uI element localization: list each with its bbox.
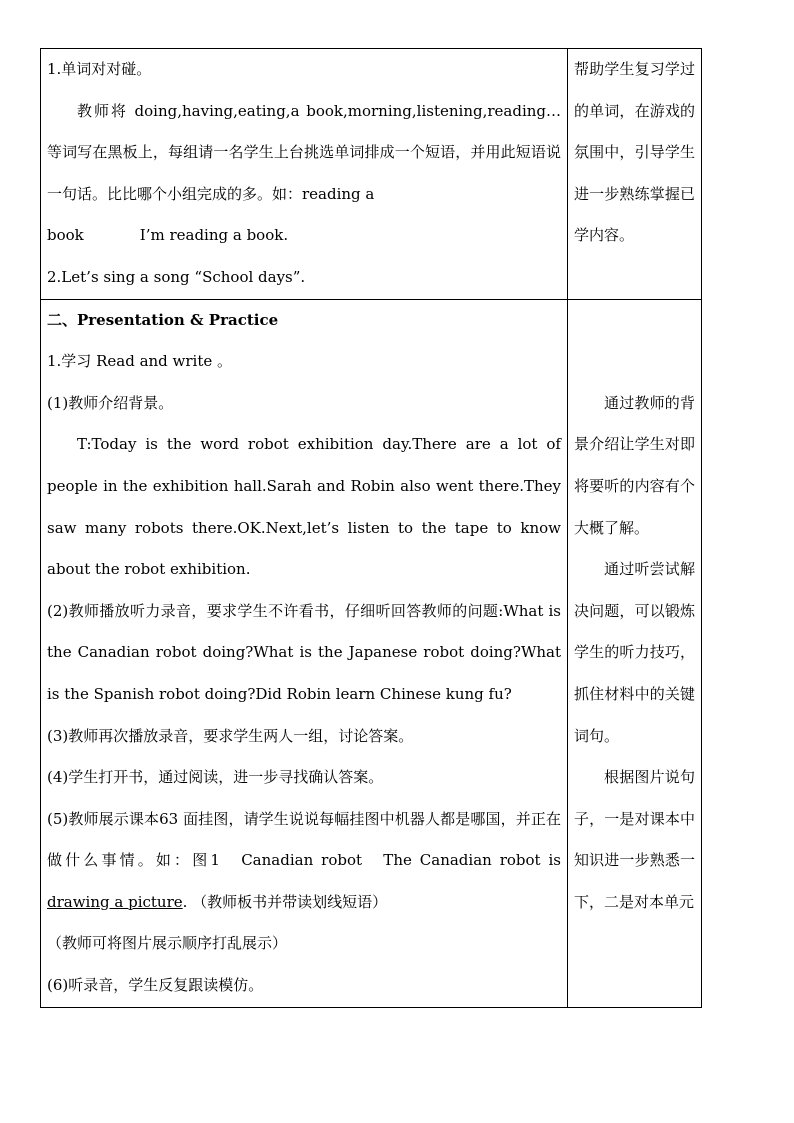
note-listening: 通过听尝试解决问题，可以锻炼学生的听力技巧，抓住材料中的关键词句。 — [574, 560, 695, 745]
step-1: (1)教师介绍背景。 — [47, 393, 174, 412]
section-2-note-cell — [568, 299, 702, 1007]
underlined-phrase: drawing a picture — [47, 892, 183, 911]
step-4: (4)学生打开书，通过阅读，进一步寻找确认答案。 — [47, 768, 384, 787]
shuffle-note: （教师可将图片展示顺序打乱展示） — [47, 934, 288, 953]
example-line — [47, 215, 561, 257]
section-2-row — [41, 299, 702, 1007]
step-5-tail: . （教师板书并带读划线短语） — [182, 892, 388, 911]
item-read-write: 1.学习 Read and write 。 — [47, 352, 233, 371]
step-3: (3)教师再次播放录音，要求学生两人一组，讨论答案。 — [47, 726, 414, 745]
section-1-note: 帮助学生复习学过的单词，在游戏的氛围中，引导学生进一步熟练掌握已学内容。 — [574, 60, 695, 245]
step-5-text: (5)教师展示课本63 面挂图，请学生说说每幅挂图中机器人都是哪国，并正在做什么事情。如：图1 Canadian robot The Canadian robot is — [47, 809, 561, 870]
item-word-match: 1.单词对对碰。 — [47, 60, 152, 78]
section-2-heading: 二、Presentation & Practice — [47, 310, 279, 329]
section-1-note-cell — [568, 49, 702, 300]
section-1-main-cell — [41, 49, 568, 300]
example-word: book — [47, 226, 84, 245]
example-sentence: I’m reading a book. — [139, 226, 289, 245]
step-5 — [47, 799, 561, 924]
item-sing-song: 2.Let’s sing a song “School days”. — [47, 267, 306, 286]
note-pictures: 根据图片说句子，一是对课本中知识进一步熟悉一下，二是对本单元 — [574, 768, 695, 911]
section-1-row — [41, 49, 702, 300]
word-match-description: 教师将 doing,having,eating,a book,morning,listening,reading…等词写在黑板上，每组请一名学生上台挑选单词排成一个短语，并用此短语说一句话。比比哪个小组完成的多。如：reading a — [47, 101, 561, 203]
step-2: (2)教师播放听力录音，要求学生不许看书，仔细听回答教师的问题:What is the Canadian robot doing?What is the Japanese robot doing?What is the Spanish robot doing?Did Robin learn Chinese kung fu? — [47, 601, 561, 703]
lesson-plan-table — [40, 48, 702, 1008]
teacher-talk: T:Today is the word robot exhibition day.There are a lot of people in the exhibition hall.Sarah and Robin also went there.They saw many robots there.OK.Next,let’s listen to the tape to know about the robot exhibition. — [47, 435, 561, 579]
section-2-main-cell — [41, 299, 568, 1007]
step-6: (6)听录音，学生反复跟读模仿。 — [47, 976, 264, 995]
note-background: 通过教师的背景介绍让学生对即将要听的内容有个大概了解。 — [574, 393, 695, 537]
